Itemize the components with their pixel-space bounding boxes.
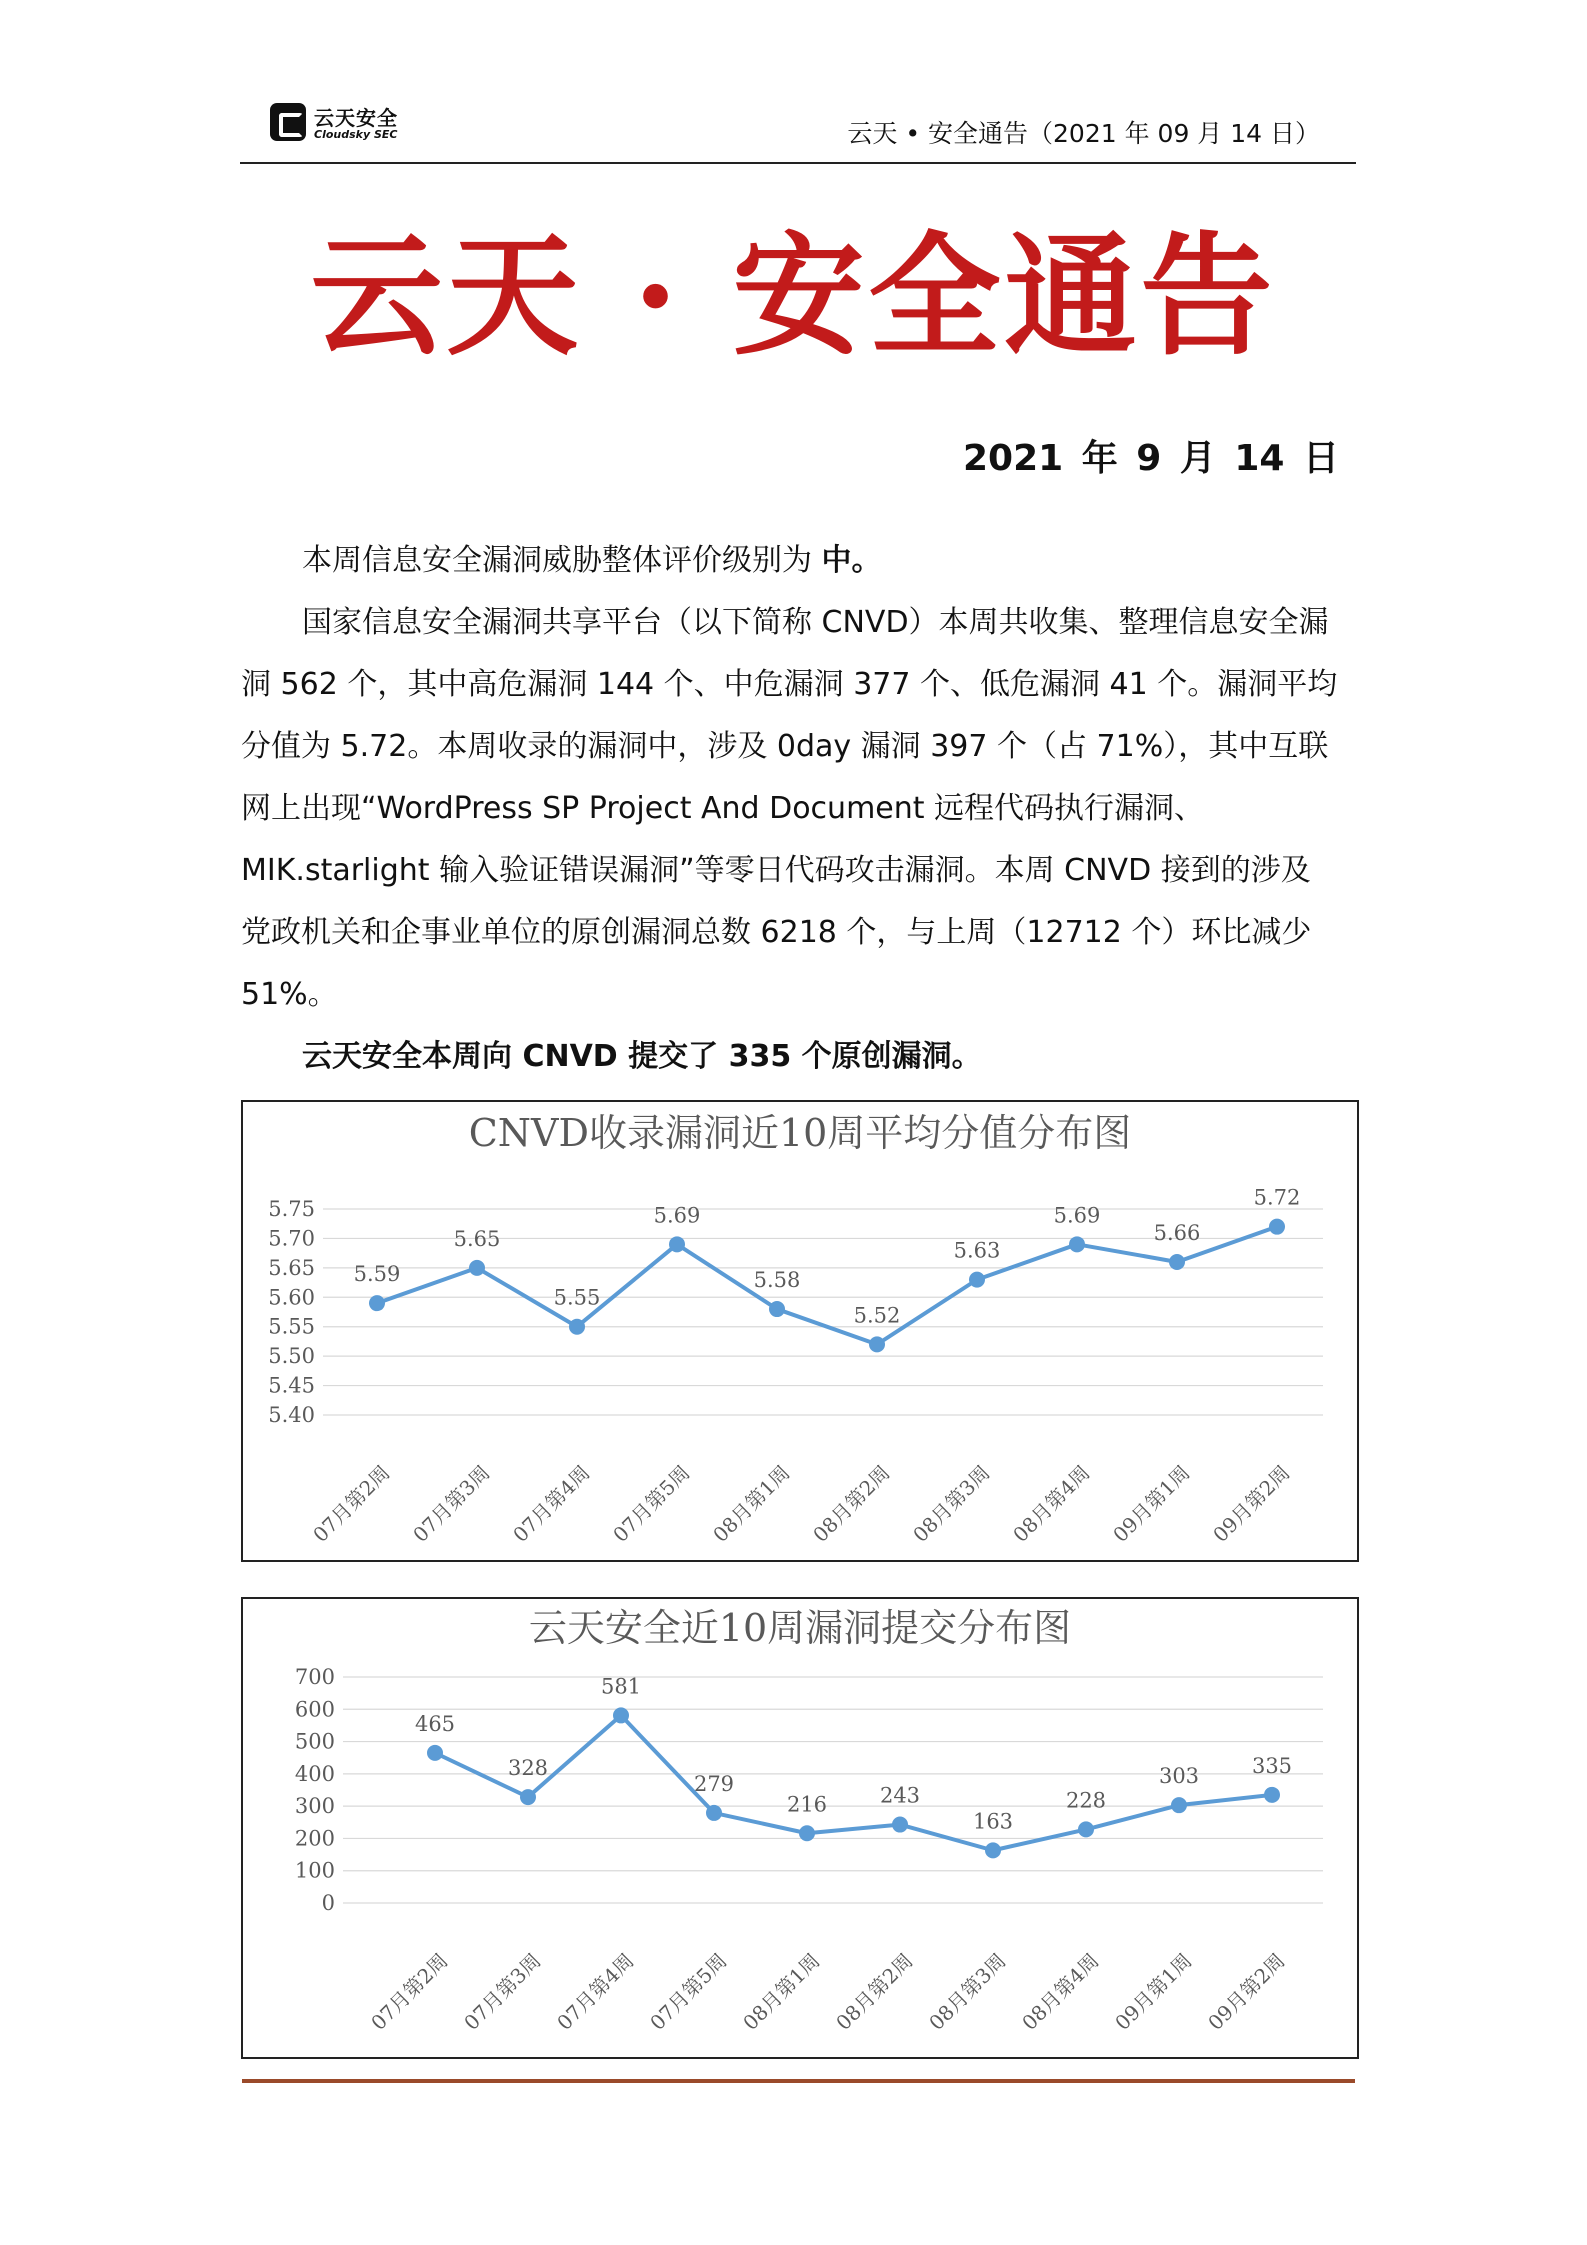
x-tick-label: 07月第4周 (508, 1460, 595, 1547)
data-label: 5.69 (653, 1203, 701, 1228)
chart-title: CNVD收录漏洞近10周平均分值分布图 (468, 1111, 1132, 1155)
data-point (427, 1745, 443, 1761)
data-label: 5.59 (353, 1262, 401, 1287)
data-point (985, 1842, 1001, 1858)
x-tick-label: 09月第1周 (1110, 1948, 1197, 2035)
data-label: 5.65 (453, 1226, 501, 1251)
data-label: 465 (414, 1711, 456, 1736)
logo-text-cn: 云天安全 (314, 106, 398, 130)
x-tick-label: 07月第2周 (308, 1460, 395, 1547)
x-tick-label: 07月第4周 (552, 1948, 639, 2035)
data-label: 5.63 (953, 1238, 1001, 1263)
logo-text-en: Cloudsky SEC (314, 128, 398, 141)
x-tick-label: 08月第4周 (1017, 1948, 1104, 2035)
x-tick-label: 07月第5周 (645, 1948, 732, 2035)
x-tick-label: 07月第5周 (608, 1460, 695, 1547)
data-label: 279 (693, 1771, 735, 1796)
threat-level-value: 中。 (821, 543, 882, 578)
data-label: 5.52 (853, 1303, 901, 1328)
cnvd-score-chart (241, 1100, 1359, 1562)
data-label: 5.58 (753, 1268, 801, 1293)
logo-icon (270, 103, 306, 141)
x-tick-label: 09月第1周 (1108, 1460, 1195, 1547)
threat-level-prefix: 本周信息安全漏洞威胁整体评价级别为 (302, 543, 812, 578)
data-label: 5.66 (1153, 1220, 1201, 1245)
submission-paragraph: 云天安全本周向 CNVD 提交了 335 个原创漏洞。 (302, 1039, 982, 1074)
chart-title: 云天安全近10周漏洞提交分布图 (528, 1606, 1072, 1650)
data-label: 5.69 (1053, 1203, 1101, 1228)
main-title: 云天 · 安全通告 (310, 219, 1277, 374)
data-point (769, 1301, 785, 1317)
x-tick-label: 09月第2周 (1208, 1460, 1295, 1547)
y-tick-label: 5.65 (268, 1255, 315, 1280)
x-tick-label: 09月第2周 (1203, 1948, 1290, 2035)
submission-chart-svg (243, 1599, 1357, 2057)
data-point (1264, 1787, 1280, 1803)
y-tick-label: 600 (294, 1697, 335, 1722)
y-tick-label: 500 (294, 1729, 335, 1754)
report-date: 2021 年 9 月 14 日 (962, 438, 1339, 479)
data-label: 581 (600, 1674, 642, 1699)
report-body (241, 530, 1339, 1088)
x-tick-label: 08月第3周 (924, 1948, 1011, 2035)
cnvd-summary-paragraph: 国家信息安全漏洞共享平台（以下简称 CNVD）本周共收集、整理信息安全漏洞 562 个，其中高危漏洞 144 个、中危漏洞 377 个、低危漏洞 41 个。漏洞平均分值为 5.72。本周收录的漏洞中，涉及 0day 漏洞 397 个（占 71%），其中互联网上出现“WordPress SP Project And Document 远程代码执行漏洞、MIK.starlight 输入验证错误漏洞”等零日代码攻击漏洞。本周 CNVD 接到的涉及党政机关和企事业单位的原创漏洞总数 6218 个，与上周（12712 个）环比减少 51%。 (241, 605, 1338, 1012)
data-point (1269, 1219, 1285, 1235)
y-tick-label: 0 (321, 1891, 335, 1915)
data-label: 163 (972, 1809, 1014, 1834)
x-tick-label: 08月第1周 (708, 1460, 795, 1547)
data-point (613, 1707, 629, 1723)
data-point (1078, 1821, 1094, 1837)
y-tick-label: 200 (294, 1826, 335, 1851)
data-point (569, 1319, 585, 1335)
data-point (706, 1805, 722, 1821)
y-tick-label: 700 (294, 1665, 335, 1689)
y-tick-label: 5.40 (268, 1403, 315, 1427)
data-point (1069, 1236, 1085, 1252)
company-logo (270, 98, 440, 148)
footer-divider (242, 2079, 1355, 2083)
data-point (869, 1336, 885, 1352)
data-point (892, 1817, 908, 1833)
data-label: 335 (1251, 1753, 1293, 1778)
threat-level-paragraph (241, 530, 1339, 592)
data-label: 5.72 (1253, 1185, 1301, 1210)
x-tick-label: 08月第2周 (831, 1948, 918, 2035)
series-line (435, 1715, 1272, 1850)
data-label: 5.55 (553, 1285, 601, 1310)
submission-chart (241, 1597, 1359, 2059)
y-tick-label: 300 (294, 1794, 335, 1819)
y-tick-label: 100 (294, 1858, 335, 1883)
data-label: 303 (1158, 1764, 1200, 1789)
data-point (369, 1295, 385, 1311)
y-tick-label: 5.75 (268, 1197, 315, 1221)
page-header (240, 92, 1356, 164)
data-point (1169, 1254, 1185, 1270)
data-point (669, 1236, 685, 1252)
data-label: 243 (879, 1783, 921, 1808)
x-tick-label: 08月第4周 (1008, 1460, 1095, 1547)
y-tick-label: 5.55 (268, 1314, 315, 1339)
y-tick-label: 5.70 (268, 1226, 315, 1251)
data-point (520, 1789, 536, 1805)
data-label: 216 (786, 1792, 828, 1817)
x-tick-label: 08月第1周 (738, 1948, 825, 2035)
x-tick-label: 07月第3周 (408, 1460, 495, 1547)
data-point (969, 1272, 985, 1288)
x-tick-label: 07月第2周 (366, 1948, 453, 2035)
x-tick-label: 07月第3周 (459, 1948, 546, 2035)
data-label: 328 (507, 1756, 549, 1781)
data-point (469, 1260, 485, 1276)
data-label: 228 (1065, 1788, 1107, 1813)
data-point (1171, 1797, 1187, 1813)
cnvd-score-chart-svg (243, 1102, 1357, 1560)
y-tick-label: 5.50 (268, 1344, 315, 1369)
x-tick-label: 08月第3周 (908, 1460, 995, 1547)
header-title: 云天 • 安全通告（2021 年 09 月 14 日） (847, 119, 1320, 148)
y-tick-label: 5.60 (268, 1285, 315, 1310)
data-point (799, 1825, 815, 1841)
y-tick-label: 400 (294, 1761, 335, 1786)
y-tick-label: 5.45 (268, 1373, 315, 1398)
x-tick-label: 08月第2周 (808, 1460, 895, 1547)
